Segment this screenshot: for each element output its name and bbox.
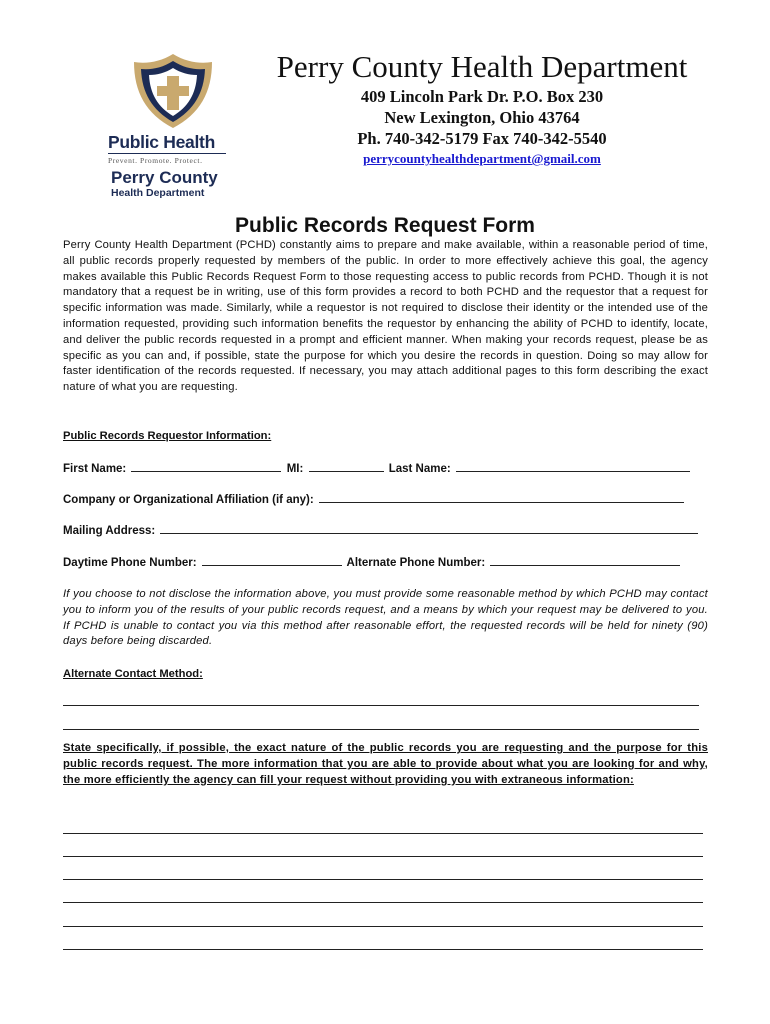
daytime-phone-label: Daytime Phone Number: bbox=[63, 557, 197, 569]
records-description-line-3[interactable] bbox=[63, 879, 703, 880]
mailing-row bbox=[63, 522, 708, 539]
phone-fax-line: Ph. 740-342-5179 Fax 740-342-5540 bbox=[357, 129, 607, 148]
org-header bbox=[262, 48, 702, 168]
mailing-address-field[interactable] bbox=[160, 522, 698, 534]
company-field[interactable] bbox=[319, 491, 684, 503]
last-name-field[interactable] bbox=[456, 460, 690, 472]
first-name-field[interactable] bbox=[131, 460, 281, 472]
records-description-line-4[interactable] bbox=[63, 902, 703, 903]
address-line-2: New Lexington, Ohio 43764 bbox=[384, 108, 580, 127]
logo-tagline: Prevent. Promote. Protect. bbox=[108, 156, 203, 165]
org-name: Perry County Health Department bbox=[276, 49, 688, 84]
logo-department-text: Health Department bbox=[111, 187, 205, 199]
logo-county-text: Perry County bbox=[111, 168, 218, 187]
mi-field[interactable] bbox=[309, 460, 384, 472]
logo-public-health-text: Public Health bbox=[108, 132, 215, 152]
alternate-contact-line-1[interactable] bbox=[63, 705, 699, 706]
alternate-phone-label: Alternate Phone Number: bbox=[346, 557, 486, 569]
email-link[interactable]: perrycountyhealthdepartment@gmail.com bbox=[363, 151, 601, 166]
public-health-logo bbox=[108, 52, 233, 202]
shield-cross-icon bbox=[130, 52, 216, 130]
requestor-info-heading: Public Records Requestor Information: bbox=[63, 430, 272, 442]
mi-label: MI: bbox=[286, 463, 304, 475]
company-label: Company or Organizational Affiliation (if any): bbox=[63, 494, 314, 506]
intro-paragraph: Perry County Health Department (PCHD) constantly aims to prepare and make available, within a reasonable period of time, all public records properly requested by members of the public. In order to more effectively achieve this goal, the agency makes available this Public Records Request Form to those requesting access to public records from PCHD. Though it is not mandatory that a request be in writing, use of this form provides a record to both PCHD and the requestor that a request for specific information was made. Similarly, while a requestor is not required to disclose their identity or the intended use of the information requested, providing such information benefits the requestor by enhancing the ability of PCHD to identify, locate, and deliver the public records requested in a prompt and efficient manner. When making your records request, please be as specific as you can and, if possible, state the purpose for which you desire the records in question. Doing so may allow for faster identification of the records requested. If necessary, you may attach additional pages to this form describing the exact nature of what you are requesting. bbox=[63, 239, 708, 394]
form-title: Public Records Request Form bbox=[235, 214, 535, 237]
phone-row bbox=[63, 554, 708, 571]
company-row bbox=[63, 491, 708, 508]
daytime-phone-field[interactable] bbox=[202, 554, 342, 566]
alternate-phone-field[interactable] bbox=[490, 554, 680, 566]
mailing-address-label: Mailing Address: bbox=[63, 525, 156, 537]
logo-divider bbox=[108, 153, 226, 154]
address-line-1: 409 Lincoln Park Dr. P.O. Box 230 bbox=[360, 87, 604, 106]
records-description-line-2[interactable] bbox=[63, 856, 703, 857]
disclosure-note: If you choose to not disclose the information above, you must provide some reasonable method by which PCHD may contact you to inform you of the results of your public records request, and a means by which your request may be delivered to you. If PCHD is unable to contact you via this method after reasonable effort, the requested records will be held for ninety (90) days before being discarded. bbox=[63, 588, 708, 648]
records-description-line-6[interactable] bbox=[63, 949, 703, 950]
last-name-label: Last Name: bbox=[388, 463, 451, 475]
alternate-contact-heading: Alternate Contact Method: bbox=[63, 668, 203, 680]
name-row bbox=[63, 460, 708, 477]
first-name-label: First Name: bbox=[63, 463, 127, 475]
records-description-instructions: State specifically, if possible, the exact nature of the public records you are requesting and the purpose for this public records request. The more information that you are able to provide about what you are looking for and why, the more efficiently the agency can fill your request without providing you with extraneous information: bbox=[63, 742, 708, 786]
records-description-line-1[interactable] bbox=[63, 833, 703, 834]
alternate-contact-line-2[interactable] bbox=[63, 729, 699, 730]
records-description-line-5[interactable] bbox=[63, 926, 703, 927]
